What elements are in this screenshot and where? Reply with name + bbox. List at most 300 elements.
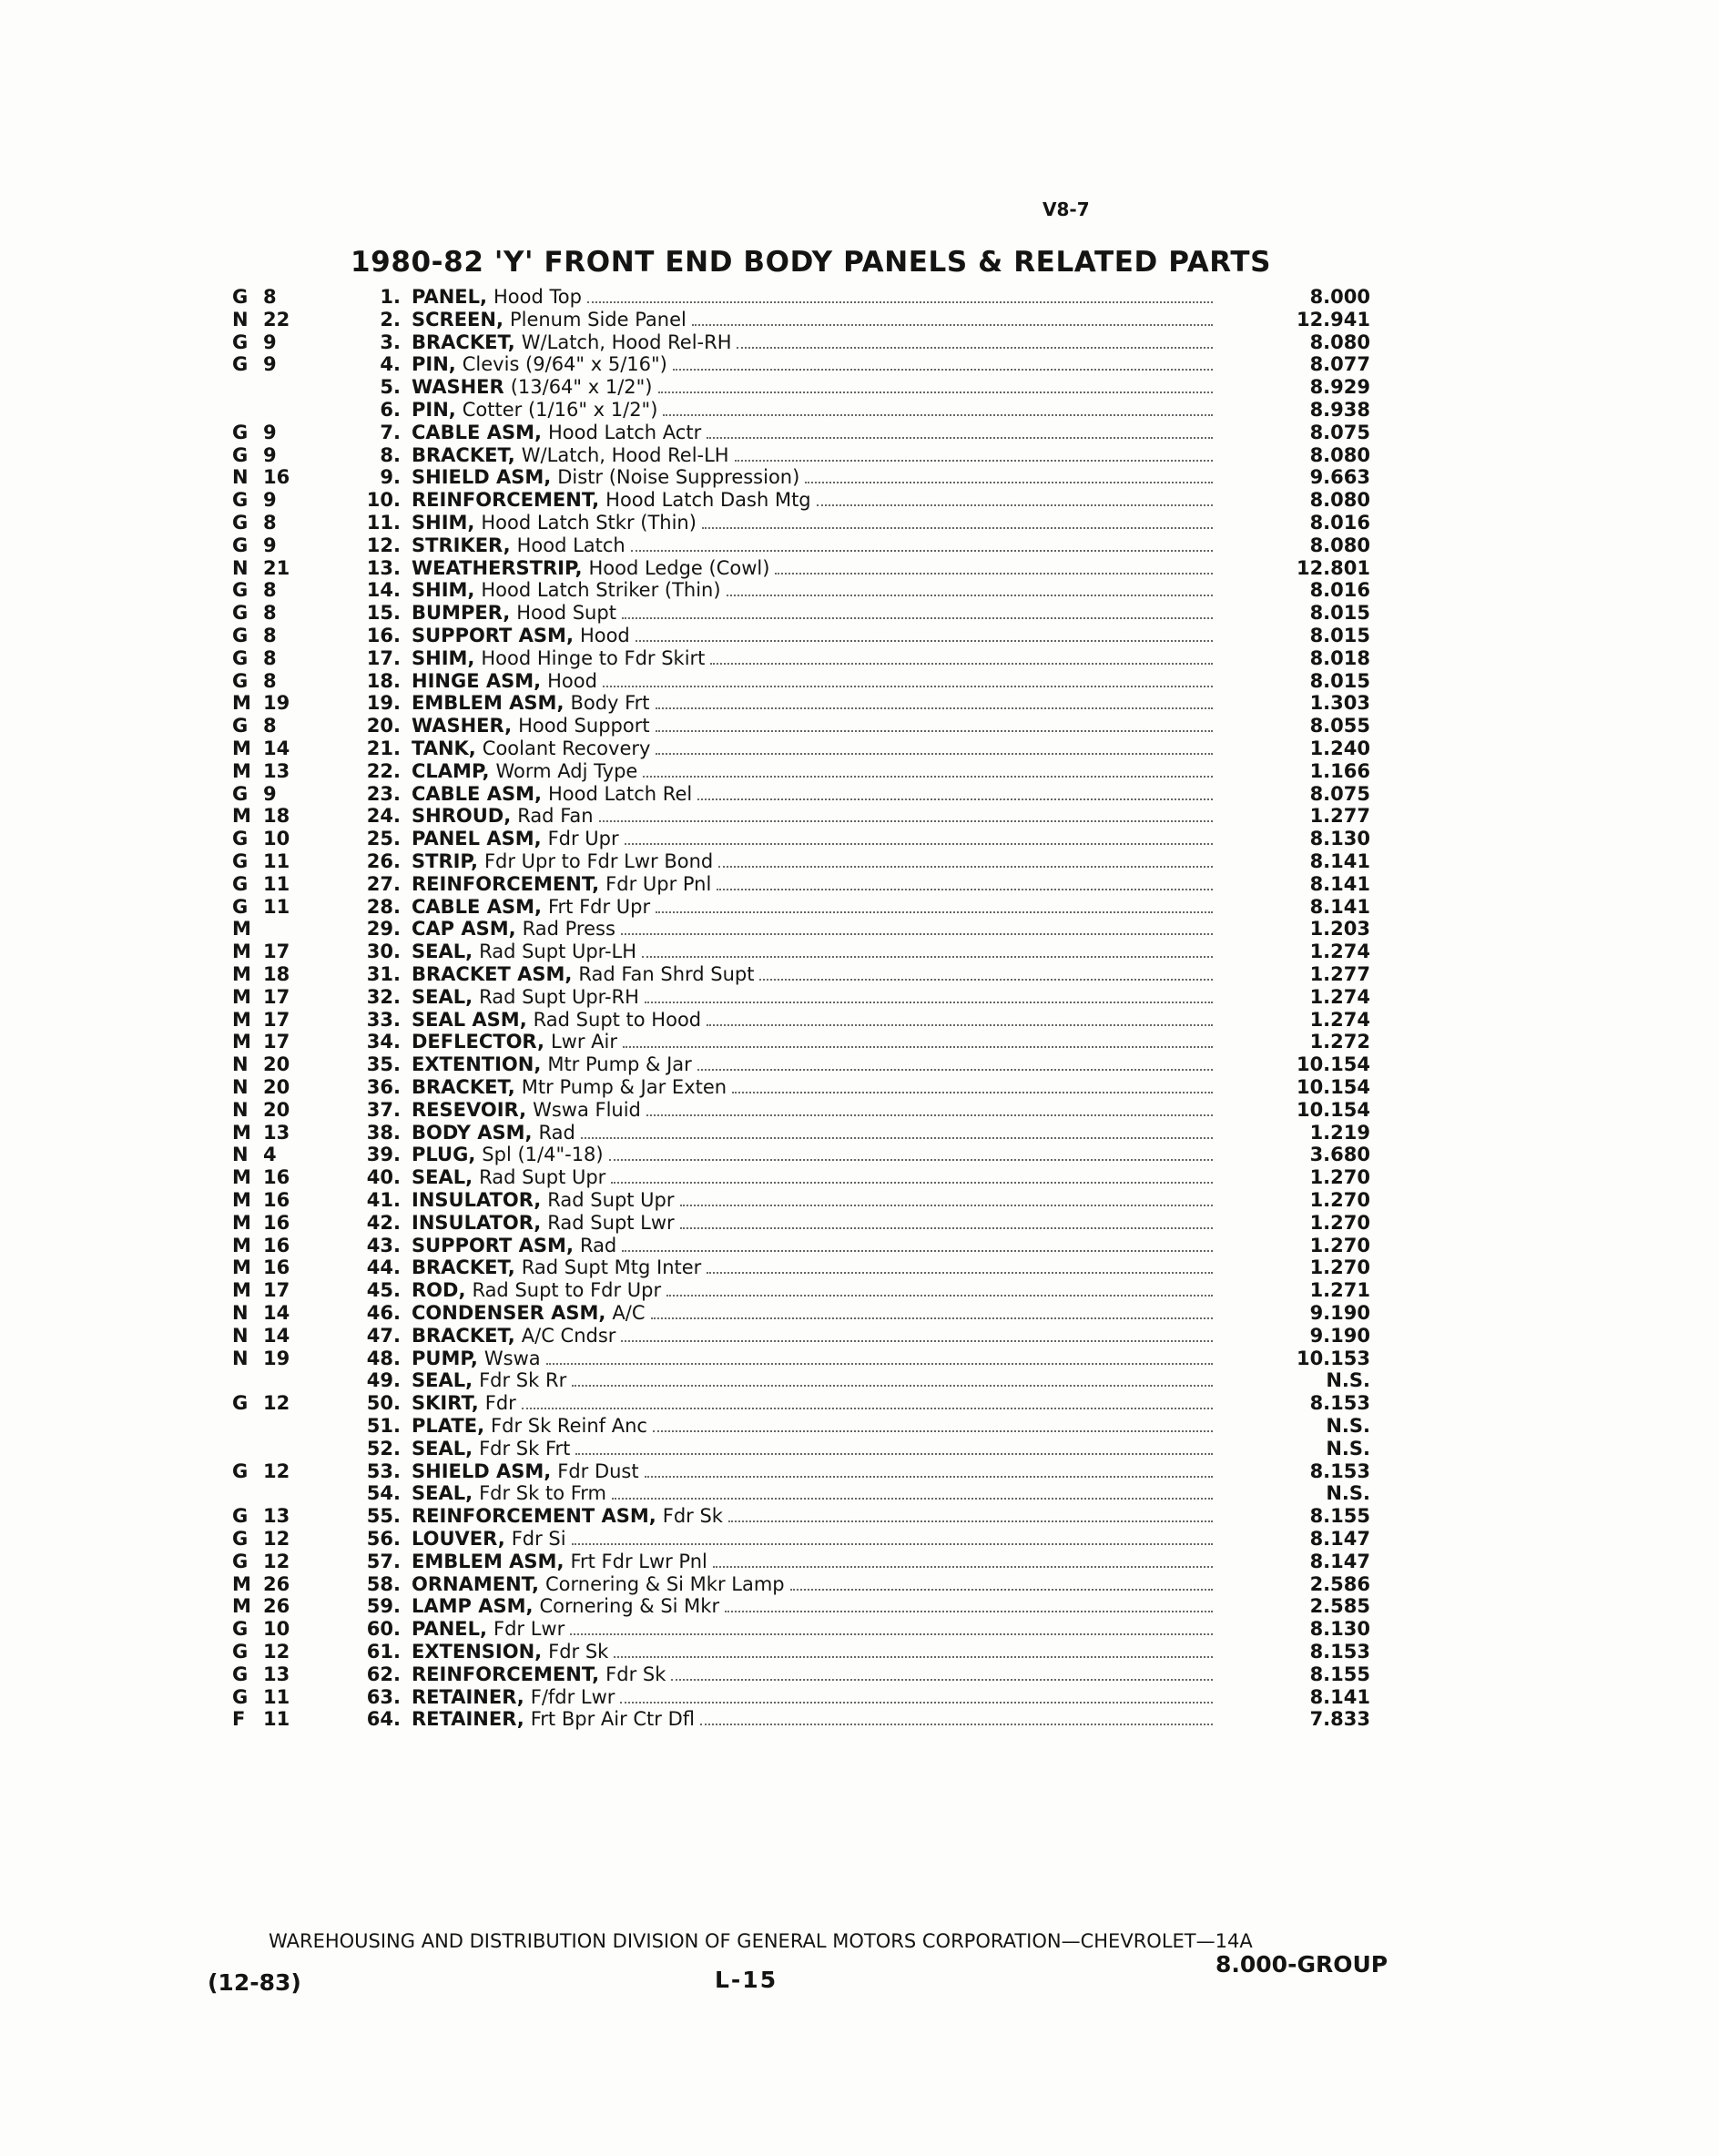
dot-leader	[663, 403, 1213, 416]
part-name: PANEL,	[412, 1618, 487, 1640]
item-number: 10.	[366, 489, 401, 511]
part-name: CONDENSER ASM,	[412, 1302, 606, 1324]
group-letter: M	[232, 1009, 251, 1031]
item-number: 53.	[366, 1460, 401, 1482]
part-description	[412, 1256, 1213, 1279]
dot-leader	[759, 968, 1213, 981]
dot-leader	[631, 539, 1213, 552]
part-name: BRACKET,	[412, 1325, 515, 1347]
group-number: 19	[263, 1348, 290, 1369]
part-description	[412, 1392, 1213, 1415]
part-name: SUPPORT ASM,	[412, 1235, 574, 1256]
group-letter: G	[232, 286, 249, 308]
group-value: 8.016	[1309, 512, 1370, 534]
group-number: 12	[263, 1641, 290, 1663]
item-number: 50.	[366, 1392, 401, 1414]
item-number: 33.	[366, 1009, 401, 1031]
group-letter: G	[232, 715, 249, 737]
group-letter: M	[232, 963, 251, 985]
group-value: 9.190	[1309, 1302, 1370, 1324]
table-row	[0, 422, 1719, 444]
group-letter: G	[232, 331, 249, 353]
part-detail: Rad Supt Mtg Inter	[521, 1256, 702, 1278]
part-detail: Rad Press	[522, 918, 615, 940]
group-value: 8.016	[1309, 579, 1370, 601]
dot-leader	[599, 809, 1213, 822]
table-row	[0, 557, 1719, 580]
group-value: 8.015	[1309, 625, 1370, 646]
part-description	[412, 1415, 1213, 1438]
item-number: 46.	[366, 1302, 401, 1324]
group-letter: N	[232, 1144, 249, 1165]
part-description	[412, 1189, 1213, 1212]
group-number: 10	[263, 828, 290, 849]
part-name: EXTENSION,	[412, 1641, 543, 1663]
table-row	[0, 534, 1719, 557]
part-name: PUMP,	[412, 1348, 478, 1369]
item-number: 29.	[366, 918, 401, 940]
group-value: 1.270	[1309, 1235, 1370, 1256]
part-name: SHIM,	[412, 512, 475, 534]
group-value: 8.080	[1309, 331, 1370, 353]
part-detail: Lwr Air	[550, 1031, 618, 1053]
part-detail: Fdr Upr Pnl	[605, 873, 712, 895]
part-detail: Wswa Fluid	[533, 1099, 641, 1121]
item-number: 6.	[380, 399, 401, 421]
part-description	[412, 1482, 1213, 1505]
dot-leader	[697, 788, 1213, 800]
dot-leader	[645, 1465, 1213, 1478]
group-letter: G	[232, 579, 249, 601]
group-letter: G	[232, 422, 249, 443]
item-number: 34.	[366, 1031, 401, 1053]
group-letter: N	[232, 309, 249, 331]
item-number: 21.	[366, 737, 401, 759]
table-row	[0, 625, 1719, 647]
part-description	[412, 896, 1213, 919]
group-value: 8.075	[1309, 422, 1370, 443]
group-value: 1.203	[1309, 918, 1370, 940]
group-letter: N	[232, 1053, 249, 1075]
group-value: 1.219	[1309, 1122, 1370, 1144]
group-letter: G	[232, 1618, 249, 1640]
part-description	[412, 1505, 1213, 1528]
part-detail: Hood Latch Stkr (Thin)	[481, 512, 697, 534]
item-number: 62.	[366, 1663, 401, 1685]
part-description	[412, 1573, 1213, 1596]
group-value: N.S.	[1326, 1438, 1370, 1459]
group-number: 9	[263, 489, 277, 511]
dot-leader	[666, 1284, 1213, 1297]
page-code: V8-7	[1043, 198, 1090, 220]
table-row	[0, 647, 1719, 670]
part-detail: Hood Latch Rel	[547, 783, 693, 805]
part-detail: A/C	[612, 1302, 646, 1324]
table-row	[0, 873, 1719, 896]
part-description	[412, 1618, 1213, 1641]
group-number: 14	[263, 737, 290, 759]
table-row	[0, 1144, 1719, 1166]
table-row	[0, 1122, 1719, 1144]
group-value: 1.270	[1309, 1189, 1370, 1211]
item-number: 52.	[366, 1438, 401, 1459]
group-letter: M	[232, 1122, 251, 1144]
dot-leader	[697, 1058, 1213, 1071]
group-value: 10.154	[1296, 1053, 1370, 1075]
table-row	[0, 1099, 1719, 1122]
table-row	[0, 760, 1719, 783]
item-number: 61.	[366, 1641, 401, 1663]
group-letter: G	[232, 783, 249, 805]
dot-leader	[725, 1600, 1213, 1612]
group-value: 8.055	[1309, 715, 1370, 737]
dot-leader	[656, 742, 1213, 755]
part-detail: Coolant Recovery	[482, 737, 651, 759]
part-detail: Rad Supt to Fdr Upr	[472, 1279, 662, 1301]
dot-leader	[775, 562, 1213, 575]
part-description	[412, 647, 1213, 670]
part-name: EMBLEM ASM,	[412, 1551, 565, 1572]
dot-leader	[614, 1645, 1213, 1658]
dot-leader	[718, 855, 1213, 868]
part-detail: Fdr Sk	[662, 1505, 723, 1527]
part-detail: Hood Hinge to Fdr Skirt	[481, 647, 706, 669]
group-value: 1.272	[1309, 1031, 1370, 1053]
table-row	[0, 1256, 1719, 1279]
item-number: 43.	[366, 1235, 401, 1256]
table-row	[0, 963, 1719, 986]
item-number: 56.	[366, 1528, 401, 1550]
table-row	[0, 1212, 1719, 1235]
table-row	[0, 1189, 1719, 1212]
part-detail: Hood Latch Striker (Thin)	[481, 579, 721, 601]
dot-leader	[546, 1352, 1213, 1365]
footer-date: (12-83)	[208, 1969, 301, 1996]
part-description	[412, 692, 1213, 715]
group-value: 9.190	[1309, 1325, 1370, 1347]
group-letter: G	[232, 1686, 249, 1708]
group-value: 10.154	[1296, 1099, 1370, 1121]
item-number: 26.	[366, 850, 401, 872]
group-value: 8.147	[1309, 1528, 1370, 1550]
dot-leader	[728, 1510, 1213, 1522]
group-letter: M	[232, 1166, 251, 1188]
part-detail: Fdr Dust	[557, 1460, 639, 1482]
part-description	[412, 1235, 1213, 1257]
group-number: 12	[263, 1528, 290, 1550]
table-row	[0, 602, 1719, 625]
table-row	[0, 805, 1719, 828]
group-letter: N	[232, 557, 249, 579]
group-letter: N	[232, 1099, 249, 1121]
table-row	[0, 1708, 1719, 1731]
table-row	[0, 1009, 1719, 1032]
group-value: 8.141	[1309, 873, 1370, 895]
group-letter: G	[232, 1663, 249, 1685]
part-name: REINFORCEMENT,	[412, 489, 600, 511]
item-number: 35.	[366, 1053, 401, 1075]
part-name: WASHER	[412, 376, 504, 398]
footer-division-line: WAREHOUSING AND DISTRIBUTION DIVISION OF GENERAL MOTORS CORPORATION—CHEVROLET—14A	[269, 1930, 1253, 1952]
item-number: 36.	[366, 1076, 401, 1098]
part-name: SHIM,	[412, 647, 475, 669]
part-description	[412, 579, 1213, 602]
part-name: BRACKET,	[412, 331, 515, 353]
part-description	[412, 805, 1213, 828]
group-number: 17	[263, 1279, 290, 1301]
part-name: SHIM,	[412, 579, 475, 601]
part-description	[412, 1144, 1213, 1166]
part-name: SEAL,	[412, 1166, 473, 1188]
item-number: 64.	[366, 1708, 401, 1730]
dot-leader	[727, 584, 1213, 596]
group-number: 9	[263, 444, 277, 466]
part-detail: Fdr	[484, 1392, 516, 1414]
dot-leader	[622, 606, 1213, 619]
group-value: 8.141	[1309, 850, 1370, 872]
group-value: 1.277	[1309, 805, 1370, 827]
item-number: 58.	[366, 1573, 401, 1595]
item-number: 13.	[366, 557, 401, 579]
part-description	[412, 873, 1213, 896]
group-value: 8.153	[1309, 1392, 1370, 1414]
part-description	[412, 557, 1213, 580]
item-number: 39.	[366, 1144, 401, 1165]
group-value: 1.240	[1309, 737, 1370, 759]
group-value: 8.080	[1309, 444, 1370, 466]
item-number: 63.	[366, 1686, 401, 1708]
item-number: 48.	[366, 1348, 401, 1369]
group-number: 13	[263, 1505, 290, 1527]
group-number: 19	[263, 692, 290, 714]
dot-leader	[817, 493, 1213, 506]
part-description	[412, 670, 1213, 693]
part-detail: Rad Supt Upr	[479, 1166, 606, 1188]
table-row	[0, 670, 1719, 693]
item-number: 38.	[366, 1122, 401, 1144]
group-number: 21	[263, 557, 290, 579]
part-detail: Rad Supt to Hood	[533, 1009, 702, 1031]
item-number: 57.	[366, 1551, 401, 1572]
group-number: 11	[263, 850, 290, 872]
part-name: INSULATOR,	[412, 1189, 542, 1211]
table-row	[0, 376, 1719, 399]
table-row	[0, 1686, 1719, 1709]
part-name: STRIKER,	[412, 534, 511, 556]
part-description	[412, 602, 1213, 625]
dot-leader	[671, 1668, 1213, 1681]
item-number: 8.	[380, 444, 401, 466]
part-detail: Hood Supt	[516, 602, 616, 624]
group-letter: G	[232, 489, 249, 511]
item-number: 47.	[366, 1325, 401, 1347]
group-letter: G	[232, 850, 249, 872]
part-description	[412, 1212, 1213, 1235]
group-number: 13	[263, 1663, 290, 1685]
part-detail: A/C Cndsr	[521, 1325, 616, 1347]
table-row	[0, 489, 1719, 512]
table-row	[0, 1528, 1719, 1551]
part-detail: Frt Fdr Upr	[547, 896, 651, 918]
table-row	[0, 1460, 1719, 1483]
group-letter: N	[232, 466, 249, 488]
dot-leader	[713, 1555, 1213, 1568]
part-description	[412, 1099, 1213, 1122]
part-name: SEAL,	[412, 1438, 473, 1459]
item-number: 51.	[366, 1415, 401, 1437]
table-row	[0, 1053, 1719, 1076]
part-description	[412, 1302, 1213, 1325]
part-name: STRIP,	[412, 850, 478, 872]
part-description	[412, 1528, 1213, 1551]
dot-leader	[737, 336, 1213, 349]
part-detail: Fdr Sk	[548, 1641, 609, 1663]
group-number: 17	[263, 1009, 290, 1031]
group-value: 8.018	[1309, 647, 1370, 669]
group-value: 8.153	[1309, 1460, 1370, 1482]
part-name: DEFLECTOR,	[412, 1031, 544, 1053]
part-name: LOUVER,	[412, 1528, 505, 1550]
table-row	[0, 353, 1719, 376]
dot-leader	[673, 358, 1213, 371]
item-number: 37.	[366, 1099, 401, 1121]
table-row	[0, 850, 1719, 873]
part-detail: Rad Fan	[517, 805, 594, 827]
group-letter: M	[232, 1235, 251, 1256]
part-name: SEAL,	[412, 941, 473, 962]
group-value: 8.147	[1309, 1551, 1370, 1572]
part-description	[412, 1551, 1213, 1573]
group-letter: M	[232, 737, 251, 759]
group-number: 8	[263, 715, 277, 737]
table-row	[0, 828, 1719, 850]
part-name: SHROUD,	[412, 805, 512, 827]
table-row	[0, 1325, 1719, 1348]
part-detail: Fdr Sk Rr	[479, 1369, 567, 1391]
part-name: RETAINER,	[412, 1686, 524, 1708]
group-letter: G	[232, 647, 249, 669]
group-value: 2.585	[1309, 1595, 1370, 1617]
table-row	[0, 1663, 1719, 1686]
group-value: 1.274	[1309, 1009, 1370, 1031]
group-letter: G	[232, 670, 249, 692]
part-name: PIN,	[412, 353, 456, 375]
group-number: 26	[263, 1573, 290, 1595]
group-value: 8.929	[1309, 376, 1370, 398]
table-row	[0, 512, 1719, 534]
part-name: PLUG,	[412, 1144, 476, 1165]
item-number: 41.	[366, 1189, 401, 1211]
part-detail: Cornering & Si Mkr	[539, 1595, 720, 1617]
dot-leader	[622, 1239, 1213, 1252]
part-detail: Mtr Pump & Jar Exten	[521, 1076, 727, 1098]
part-detail: Hood Latch Dash Mtg	[605, 489, 811, 511]
group-letter: G	[232, 625, 249, 646]
item-number: 25.	[366, 828, 401, 849]
part-name: BRACKET ASM,	[412, 963, 573, 985]
part-detail: Hood	[547, 670, 597, 692]
part-description	[412, 1166, 1213, 1189]
dot-leader	[680, 1216, 1213, 1229]
dot-leader	[623, 1035, 1213, 1048]
dot-leader	[707, 1261, 1213, 1274]
group-number: 8	[263, 647, 277, 669]
part-detail: Fdr Upr	[547, 828, 619, 849]
part-description	[412, 1076, 1213, 1099]
part-description	[412, 715, 1213, 737]
part-description	[412, 1053, 1213, 1076]
dot-leader	[581, 1126, 1213, 1139]
table-row	[0, 783, 1719, 806]
part-detail: Frt Bpr Air Ctr Dfl	[530, 1708, 695, 1730]
group-letter: M	[232, 1573, 251, 1595]
item-number: 32.	[366, 986, 401, 1008]
dot-leader	[645, 991, 1213, 1003]
part-description	[412, 331, 1213, 354]
part-description	[412, 1460, 1213, 1483]
part-description	[412, 1031, 1213, 1053]
group-letter: G	[232, 534, 249, 556]
table-row	[0, 1279, 1719, 1302]
table-row	[0, 579, 1719, 602]
table-row	[0, 918, 1719, 941]
dot-leader	[611, 1171, 1213, 1184]
part-name: WASHER,	[412, 715, 513, 737]
group-value: 1.277	[1309, 963, 1370, 985]
item-number: 40.	[366, 1166, 401, 1188]
part-detail: W/Latch, Hood Rel-RH	[521, 331, 732, 353]
part-description	[412, 783, 1213, 806]
table-row	[0, 737, 1719, 760]
dot-leader	[656, 719, 1213, 732]
group-number: 11	[263, 1686, 290, 1708]
part-detail: Rad Fan Shrd Supt	[578, 963, 755, 985]
part-name: SEAL,	[412, 986, 473, 1008]
group-letter: G	[232, 896, 249, 918]
table-row	[0, 1235, 1719, 1257]
part-description	[412, 286, 1213, 309]
part-detail: Hood Top	[493, 286, 582, 308]
group-letter: N	[232, 1302, 249, 1324]
part-description	[412, 1641, 1213, 1663]
group-value: 8.141	[1309, 896, 1370, 918]
group-value: 1.270	[1309, 1212, 1370, 1234]
group-letter: M	[232, 1256, 251, 1278]
part-detail: Distr (Noise Suppression)	[557, 466, 800, 488]
item-number: 2.	[380, 309, 401, 331]
group-value: 2.586	[1309, 1573, 1370, 1595]
part-description	[412, 309, 1213, 331]
part-detail: Mtr Pump & Jar	[547, 1053, 692, 1075]
table-row	[0, 1348, 1719, 1370]
dot-leader	[572, 1374, 1213, 1387]
part-detail: Body Frt	[570, 692, 650, 714]
group-letter: F	[232, 1708, 246, 1730]
group-letter: G	[232, 1392, 249, 1414]
group-value: 8.077	[1309, 353, 1370, 375]
group-number: 11	[263, 1708, 290, 1730]
table-row	[0, 1369, 1719, 1392]
group-letter: M	[232, 760, 251, 782]
part-detail: Hood Latch Actr	[547, 422, 702, 443]
item-number: 19.	[366, 692, 401, 714]
part-detail: Fdr Si	[511, 1528, 566, 1550]
group-letter: G	[232, 1505, 249, 1527]
dot-leader	[603, 675, 1213, 687]
table-row	[0, 715, 1719, 737]
part-name: CABLE ASM,	[412, 896, 542, 918]
dot-leader	[625, 832, 1213, 845]
